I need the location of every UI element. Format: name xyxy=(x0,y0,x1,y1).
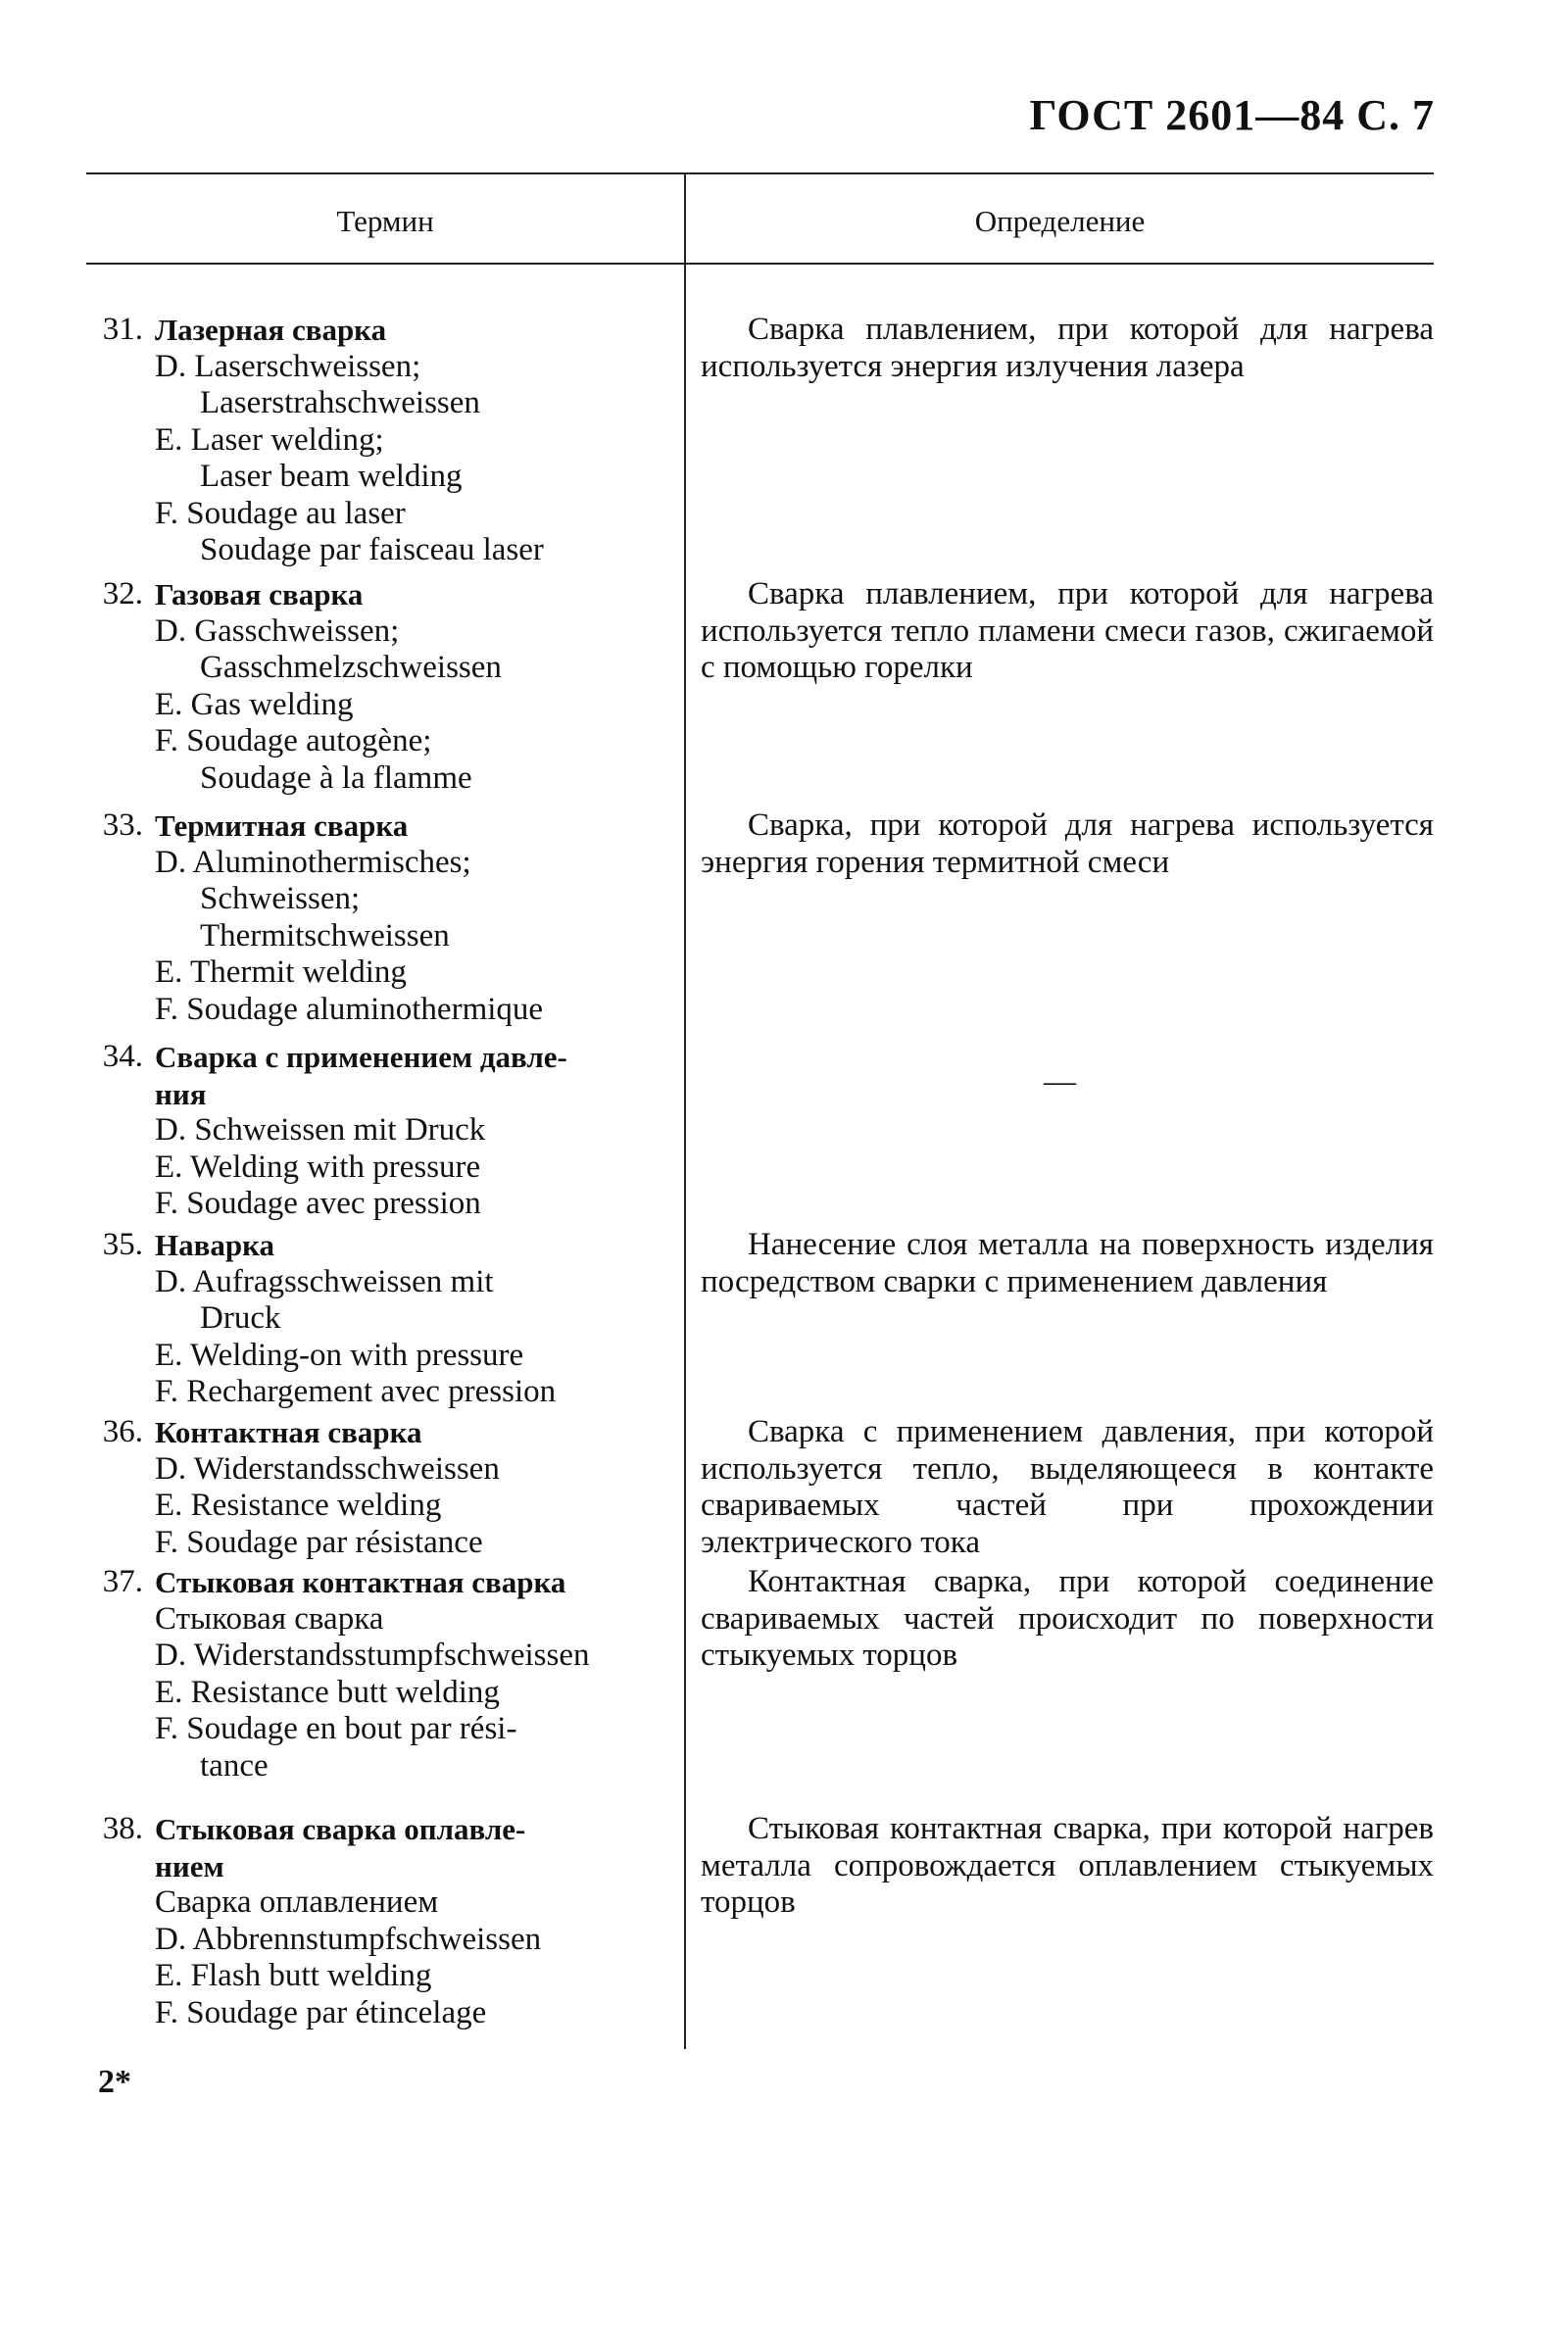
term-translation: E. Resistance welding xyxy=(155,1488,442,1523)
term-translation: F. Soudage en bout par rési- xyxy=(155,1711,517,1746)
term-translation: F. Soudage par résistance xyxy=(155,1524,483,1560)
table-top-rule xyxy=(86,172,1434,174)
term-title: Лазерная сварка xyxy=(155,313,387,347)
term-translation: F. Soudage autogène; xyxy=(155,723,432,758)
entry-number: 32. xyxy=(102,576,143,611)
term-definition: Нанесение слоя металла на поверхность изделия посредством сварки с применением давления xyxy=(701,1227,1434,1299)
term-translation: Druck xyxy=(200,1300,281,1336)
term-translation: D. Laserschweissen; xyxy=(155,348,421,384)
term-translation: E. Resistance butt welding xyxy=(155,1674,500,1710)
column-header-definition: Определение xyxy=(974,204,1146,238)
term-title: Контактная сварка xyxy=(155,1415,422,1449)
term-title: Наварка xyxy=(155,1228,274,1262)
term-translation: E. Welding with pressure xyxy=(155,1149,481,1185)
term-translation: D. Widerstandsstumpfschweissen xyxy=(155,1638,590,1673)
term-definition: Сварка с применением давления, при которой используется тепло, выделяющееся в контакте свариваемых частей при прохождении электрического тока xyxy=(701,1414,1434,1560)
term-title: Газовая сварка xyxy=(155,577,364,611)
terms-table xyxy=(86,172,1434,2049)
entry-number: 34. xyxy=(102,1039,143,1074)
term-definition: Стыковая контактная сварка, при которой нагрев металла сопровождается оплавлением стыкуемых торцов xyxy=(701,1811,1434,1920)
term-translation: E. Thermit welding xyxy=(155,954,407,990)
entry-number: 31. xyxy=(102,312,143,347)
term-translation: F. Soudage au laser xyxy=(155,495,406,531)
page-header: ГОСТ 2601—84 С. 7 xyxy=(1029,91,1435,139)
term-translation: F. Soudage aluminothermique xyxy=(155,991,544,1027)
term-translation: D. Widerstandsschweissen xyxy=(155,1450,500,1487)
term-definition: Сварка, при которой для нагрева используется энергия горения термитной смеси xyxy=(701,807,1434,880)
term-translation: F. Rechargement avec pression xyxy=(155,1374,557,1409)
term-translation: E. Laser welding; xyxy=(155,421,384,458)
term-translation: E. Flash butt welding xyxy=(155,1958,432,1993)
term-synonym: Стыковая сварка xyxy=(155,1600,384,1637)
term-translation: Soudage par faisceau laser xyxy=(200,532,544,567)
entry-number: 35. xyxy=(102,1227,143,1262)
term-definition: Контактная сварка, при которой соединение свариваемых частей происходит по поверхности стыкуемых торцов xyxy=(701,1564,1434,1673)
term-title-continued: ния xyxy=(155,1076,207,1111)
term-translation: D. Aufragsschweissen mit xyxy=(155,1263,494,1299)
term-definition: Сварка плавлением, при которой для нагрева используется энергия излучения лазера xyxy=(701,312,1434,384)
term-translation: Schweissen; xyxy=(200,881,361,916)
term-translation: Laser beam welding xyxy=(200,459,463,494)
term-translation: Laserstrahschweissen xyxy=(200,385,480,420)
term-title-continued: нием xyxy=(155,1848,224,1883)
term-translation: Soudage à la flamme xyxy=(200,759,472,796)
term-synonym: Сварка оплавлением xyxy=(155,1884,439,1920)
term-title: Термитная сварка xyxy=(155,808,409,843)
term-translation: Gasschmelzschweissen xyxy=(200,650,502,685)
term-translation: D. Aluminothermisches; xyxy=(155,844,471,880)
term-translation: F. Soudage avec pression xyxy=(155,1186,481,1221)
term-translation: D. Gasschweissen; xyxy=(155,612,400,649)
term-title: Стыковая контактная сварка xyxy=(155,1565,566,1599)
page-footer-mark: 2* xyxy=(98,2064,131,2100)
entry-number: 37. xyxy=(102,1564,143,1599)
term-definition: — xyxy=(1044,1064,1076,1100)
entry-number: 33. xyxy=(102,807,143,843)
term-translation: D. Abbrennstumpfschweissen xyxy=(155,1921,542,1957)
term-translation: E. Welding-on with pressure xyxy=(155,1337,524,1373)
term-definition: Сварка плавлением, при которой для нагрева используется тепло пламени смеси газов, сжигаемой с помощью горелки xyxy=(701,576,1434,685)
term-translation: D. Schweissen mit Druck xyxy=(155,1112,486,1148)
term-translation: E. Gas welding xyxy=(155,686,354,722)
term-title: Сварка с применением давле- xyxy=(155,1040,567,1074)
entry-number: 36. xyxy=(102,1414,143,1449)
term-translation: tance xyxy=(200,1747,269,1784)
term-title: Стыковая сварка оплавле- xyxy=(155,1812,526,1846)
term-translation: Thermitschweissen xyxy=(200,917,450,953)
term-translation: F. Soudage par étincelage xyxy=(155,1994,487,2030)
column-header-term: Термин xyxy=(336,204,434,238)
table-header-rule xyxy=(86,263,1434,265)
entry-number: 38. xyxy=(102,1811,143,1846)
